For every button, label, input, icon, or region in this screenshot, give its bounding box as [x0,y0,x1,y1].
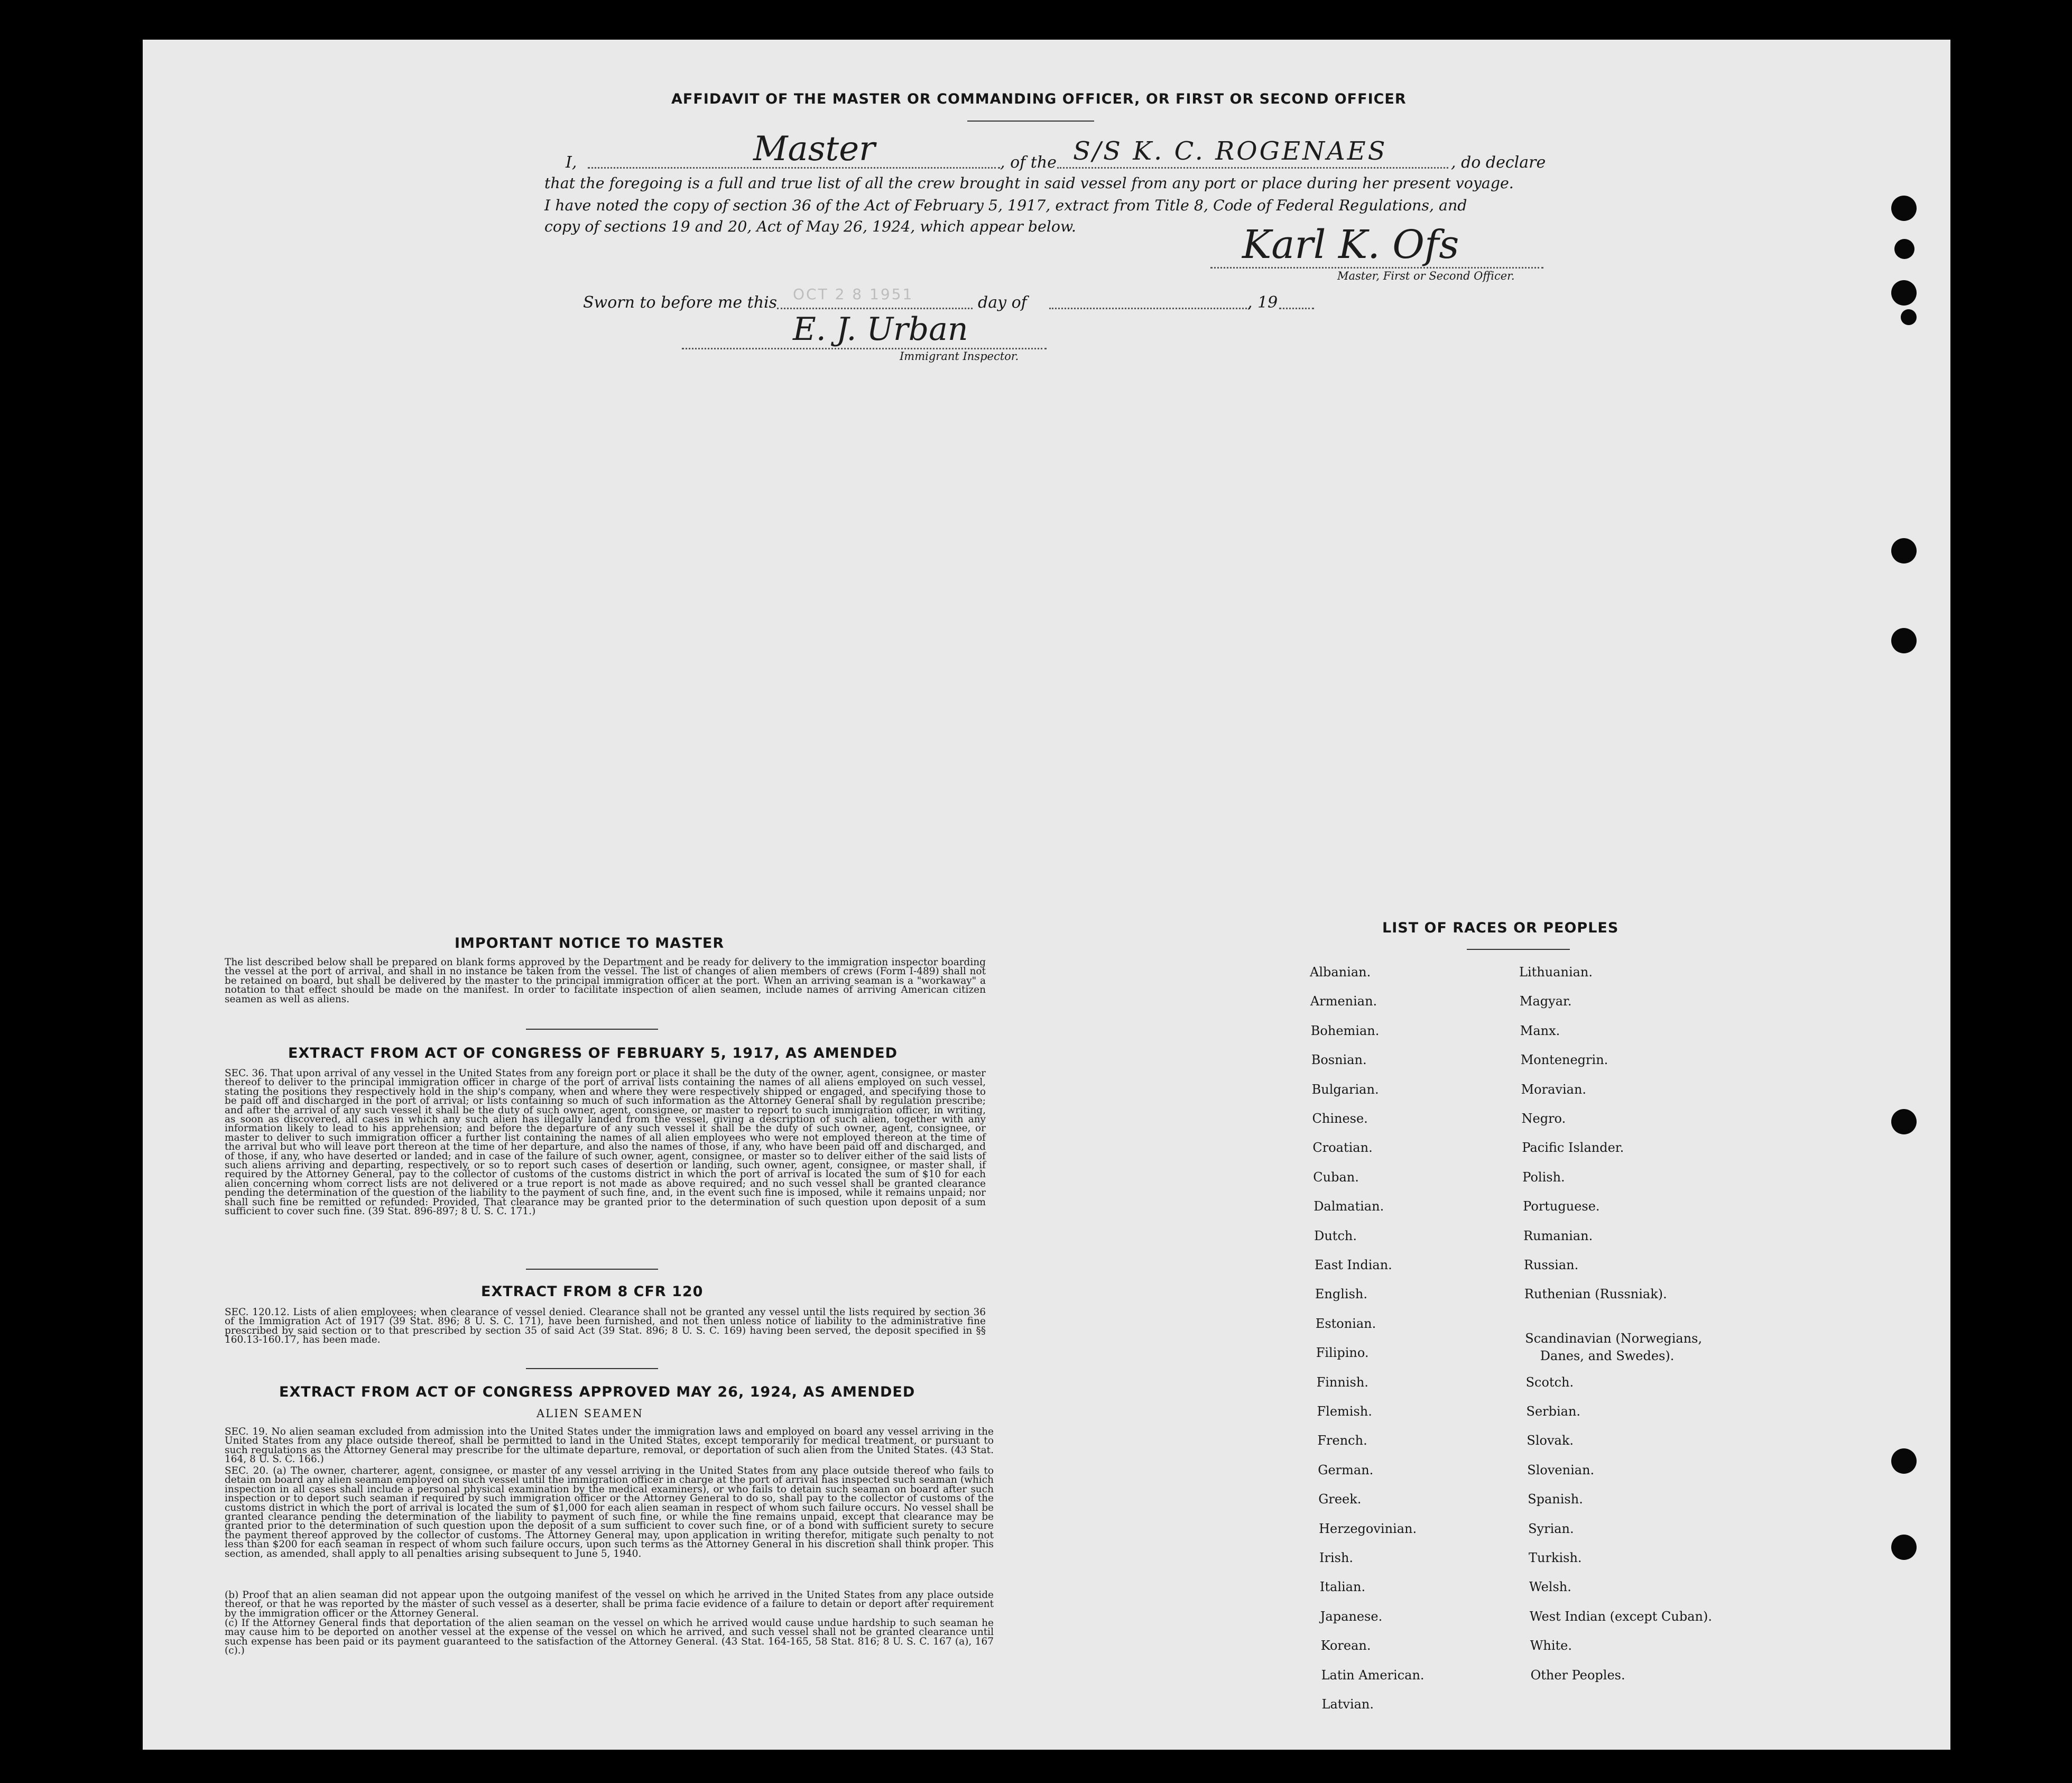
race-item: Ruthenian (Russniak). [1524,1287,1667,1302]
punch-hole [1891,196,1917,221]
race-item: Negro. [1521,1111,1566,1126]
divider [526,1269,658,1270]
race-item: Dutch. [1314,1228,1357,1243]
race-item: Spanish. [1528,1492,1583,1507]
notice-title: IMPORTANT NOTICE TO MASTER [455,935,725,951]
handwritten-vessel-name: S/S K. C. ROGENAES [1073,136,1388,166]
cfr-120-text: SEC. 120.12. Lists of alien employees; when clearance of vessel denied. Clearance shall not be granted any vessel until the lists required by section 36 of the Immigration Act of 1917 (39 Stat. 896; 8 U. S. C. 171), have been furnished, and not then unless notice of liability to the administrative fine prescribed by said section or to that prescribed by section 35 of said Act (39 Stat. 896; 8 U. S. C. 169) having been served, the deposit specified in §§ 160.13-160.17, has been made. [225,1307,986,1346]
punch-hole [1891,1535,1917,1560]
notice-text: The list described below shall be prepared on blank forms approved by the Department and be ready for delivery to the immigration inspector boarding the vessel at the port of arrival, and shall in no instance be taken from the vessel. The list of changes of alien members of crews (Form I-489) shall not be retained on board, but shall be delivered by the master to the principal immigration officer at the port. When an arriving seaman is a "workaway" a notation to that effect should be made on the manifest. In order to facilitate inspection of alien seamen, include names of arriving American citizen seamen as well as aliens. [225,957,986,1005]
handwritten-inspector-signature: E. J. Urban [793,311,968,348]
race-item: Slovak. [1527,1433,1574,1448]
race-item: Irish. [1319,1550,1354,1565]
extract-1924-title: EXTRACT FROM ACT OF CONGRESS APPROVED MAY 26, 1924, AS AMENDED [279,1384,915,1400]
blank-line [777,308,973,309]
divider [526,1029,658,1030]
race-item: Portuguese. [1523,1199,1600,1214]
day-of-text: day of [978,293,1027,312]
race-item: Welsh. [1529,1579,1571,1595]
punch-hole [1901,309,1917,325]
extract-1924-sec20a: SEC. 20. (a) The owner, charterer, agent, consignee, or master of any vessel arriving in the United States from any place outside thereof who fails to detain on board any alien seaman employed on such vessel until the immigration officer in charge at the port of arrival has inspected such seaman (which inspection in all cases shall include a personal physical examination by the medical examiners), or who fails to detain such seaman on board after such inspection or to deport such seaman if required by such immigration officer or the Attorney General to do so, shall pay to the collector of customs of the customs district in which the port of arrival is located the sum of $1,000 for each alien seaman in respect of whom such failure occurs. No vessel shall be granted clearance pending the determination of the liability to payment of such fine, or while the fine remains unpaid, except that clearance may be granted prior to the determination of such question upon the deposit of a sum sufficient to cover such fine, or of a bond with sufficient surety to secure the payment thereof approved by the collector of customs. The Attorney General may, upon application in writing therefor, mitigate such penalty to not less than $200 for each seaman in respect of whom such failure occurs, upon such terms as the Attorney General in his discretion shall think proper. This section, as amended, shall apply to all penalties arising subsequent to June 5, 1940. [225,1465,994,1559]
races-title: LIST OF RACES OR PEOPLES [1382,920,1619,936]
race-item: Italian. [1319,1579,1366,1595]
alien-seamen-subtitle: ALIEN SEAMEN [536,1407,643,1420]
affidavit-of-the: , of the [1000,153,1057,172]
race-item: Greek. [1318,1492,1362,1507]
race-item: White. [1530,1638,1572,1653]
race-item: East Indian. [1315,1258,1392,1272]
race-item: Pacific Islander. [1522,1140,1624,1156]
extract-1917-title: EXTRACT FROM ACT OF CONGRESS OF FEBRUARY 5, 1917, AS AMENDED [288,1045,898,1061]
race-item: Turkish. [1529,1550,1582,1565]
race-item: Scandinavian (Norwegians, [1525,1331,1703,1346]
blank-line [1057,167,1448,169]
blank-line [1049,308,1250,309]
race-item: Bohemian. [1310,1023,1380,1038]
race-item: Albanian. [1310,965,1371,980]
race-item: Bosnian. [1311,1052,1367,1068]
punch-hole [1894,239,1914,259]
race-item: English. [1315,1287,1367,1302]
punch-hole [1891,628,1917,653]
race-item: Moravian. [1521,1082,1587,1097]
race-item: Slovenian. [1527,1462,1595,1477]
race-item: Latin American. [1321,1667,1424,1683]
extract-1924-sec20b: (b) Proof that an alien seaman did not appear upon the outgoing manifest of the vessel on which he arrived in the United States from any place outside thereof, or that he was reported by the master of such vessel as a deserter, shall be prima facie evidence of a failure to detain or deport after requirement by the immigration officer or the Attorney General. [225,1590,994,1619]
race-item: Filipino. [1316,1345,1369,1361]
date-stamp: OCT 2 8 1951 [793,285,914,303]
race-item: Lithuanian. [1519,965,1593,980]
punch-hole [1891,1448,1917,1474]
race-item: Montenegrin. [1520,1052,1608,1068]
affidavit-line-1: that the foregoing is a full and true list of all the crew brought in said vessel from any port or place during her present voyage. [544,174,1514,192]
affidavit-title: AFFIDAVIT OF THE MASTER OR COMMANDING OFFICER, OR FIRST OR SECOND OFFICER [671,91,1407,107]
race-item: Japanese. [1320,1609,1383,1624]
race-item: Serbian. [1526,1404,1581,1419]
signature-line [682,348,1047,349]
handwritten-master-signature: Karl K. Ofs [1242,222,1459,267]
affidavit-line-3: copy of sections 19 and 20, Act of May 26, 1924, which appear below. [544,218,1076,235]
race-item: Korean. [1320,1638,1371,1653]
affidavit-i: I, [566,153,577,172]
race-item: Bulgarian. [1311,1082,1379,1097]
sworn-text: Sworn to before me this [583,293,778,312]
divider [1467,949,1570,950]
race-item: Polish. [1522,1169,1565,1185]
inspector-caption: Immigrant Inspector. [900,350,1019,363]
punch-hole [1891,280,1917,306]
race-item: Flemish. [1317,1404,1372,1419]
affidavit-do-declare: , do declare [1451,153,1546,172]
race-item: Latvian. [1321,1697,1374,1712]
race-item: Armenian. [1310,994,1377,1009]
affidavit-line-2: I have noted the copy of section 36 of the Act of February 5, 1917, extract from Title 8, Code of Federal Regulations, and [544,197,1467,214]
officer-caption: Master, First or Second Officer. [1337,270,1515,282]
race-item: Chinese. [1312,1111,1368,1126]
race-item: Russian. [1524,1258,1579,1272]
race-item: German. [1318,1462,1374,1477]
race-item: Other Peoples. [1530,1667,1625,1683]
cfr-120-title: EXTRACT FROM 8 CFR 120 [481,1283,704,1300]
race-item: Finnish. [1316,1374,1368,1390]
race-item: Magyar. [1519,994,1572,1009]
race-item: Estonian. [1315,1316,1376,1331]
extract-1924-sec20c: (c) If the Attorney General finds that deportation of the alien seaman on the vessel on which he arrived would cause undue hardship to such seaman he may cause him to be deported on another vessel at the expense of the vessel on which he arrived, and such vessel shall not be granted clearance until such expense has been paid or its payment guaranteed to the satisfaction of the Attorney General. (43 Stat. 164-165, 58 Stat. 816; 8 U. S. C. 167 (a), 167 (c).) [225,1618,994,1657]
extract-1917-text: SEC. 36. That upon arrival of any vessel in the United States from any foreign port or place it shall be the duty of the owner, agent, consignee, or master thereof to deliver to the principal immigration officer in charge of the port of arrival lists containing the names of all aliens employed on such vessel, stating the positions they respectively hold in the ship's company, when and where they were respectively shipped or engaged, and specifying those to be paid off and discharged in the port of arrival; or lists containing so much of such information as the Attorney General shall by regulation prescribe; and after the arrival of any such vessel it shall be the duty of such owner, agent, consignee, or master to report to such immigration officer, in writing, as soon as discovered, all cases in which any such alien has illegally landed from the vessel, giving a description of such alien, together with any information likely to lead to his apprehension; and before the departure of any such vessel it shall be the duty of such owner, agent, consignee, or master to deliver to such immigration officer a further list containing the names of all alien employees who were not employed thereon at the time of the arrival but who will leave port thereon at the time of her departure, and also the names of those, if any, who have been paid off and discharged, and of those, if any, who have deserted or landed; and in case of the failure of such owner, agent, consignee, or master so to deliver either of the said lists of such aliens arriving and departing, respectively, or so to report such cases of desertion or landing, such owner, agent, consignee, or master shall, if required by the Attorney General, pay to the collector of customs of the customs district in which the port of arrival is located the sum of $10 for each alien concerning whom correct lists are not delivered or a true report is not made as above required; and no such vessel shall be granted clearance pending the determination of the question of the liability to the payment of such fine, and, in the event such fine is imposed, while it remains unpaid; nor shall such fine be remitted or refunded: Provided, That clearance may be granted prior to the determination of such question upon deposit of a sum sufficient to cover such fine. (39 Stat. 896-897; 8 U. S. C. 171.) [225,1068,986,1217]
race-item: Syrian. [1528,1521,1574,1536]
punch-hole [1891,538,1917,563]
handwritten-master: Master [753,130,875,169]
race-item: Rumanian. [1523,1228,1593,1243]
year-prefix: , 19 [1247,293,1278,312]
blank-line [1279,308,1314,309]
race-item: West Indian (except Cuban). [1529,1609,1712,1624]
extract-1924-sec19: SEC. 19. No alien seaman excluded from admission into the United States under the immigration laws and employed on board any vessel arriving in the United States from any place outside thereof, shall be permitted to land in the United States, except temporarily for medical treatment, or pursuant to such regulations as the Attorney General may prescribe for the ultimate departure, removal, or deportation of such alien from the United States. (43 Stat. 164, 8 U. S. C. 166.) [225,1426,994,1465]
punch-hole [1891,1109,1917,1134]
race-item: Herzegovinian. [1319,1521,1417,1536]
divider [967,121,1094,122]
race-item: Cuban. [1313,1169,1359,1185]
race-item: Danes, and Swedes). [1540,1348,1675,1363]
race-item: French. [1317,1433,1367,1448]
race-item: Dalmatian. [1314,1199,1384,1214]
race-item: Scotch. [1525,1374,1574,1390]
divider [526,1368,658,1369]
signature-line [1210,267,1543,269]
race-item: Croatian. [1312,1140,1373,1156]
race-item: Manx. [1520,1023,1560,1038]
